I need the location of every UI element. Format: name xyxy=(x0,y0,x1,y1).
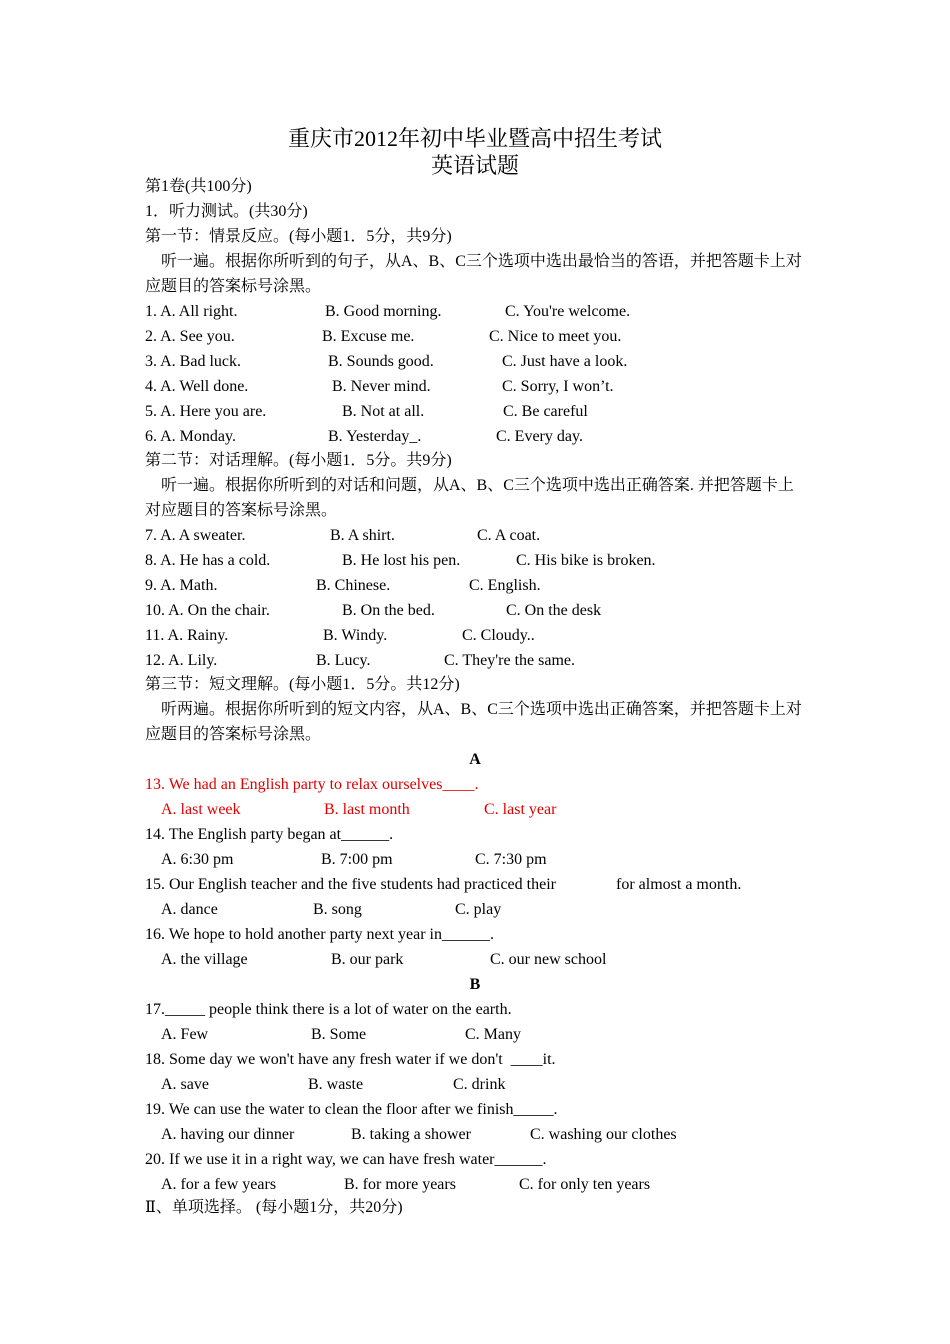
volume-heading: 第1卷(共100分) xyxy=(145,178,252,195)
q1-option-b: B. Good morning. xyxy=(325,303,442,320)
q6-option-c: C. Every day. xyxy=(496,428,583,445)
q16-option-b: B. our park xyxy=(331,951,404,968)
q20-stem: 20. If we use it in a right way, we can have fresh water______. xyxy=(145,1151,547,1168)
part1-heading: 1．听力测试。(共30分) xyxy=(145,203,308,220)
q19-stem: 19. We can use the water to clean the floor after we finish_____. xyxy=(145,1101,558,1118)
q2-option-b: B. Excuse me. xyxy=(322,328,415,345)
section2-heading: 第二节：对话理解。(每小题1．5分。共9分) xyxy=(145,452,452,469)
q16-option-a: A. the village xyxy=(161,951,248,968)
section1-instructions: 听一遍。根据你所听到的句子，从A、B、C三个选项中选出最恰当的答语，并把答题卡上对 xyxy=(161,253,802,270)
q17-option-c: C. Many xyxy=(465,1026,521,1043)
q14-option-b: B. 7:00 pm xyxy=(321,851,393,868)
q5-option-c: C. Be careful xyxy=(503,403,588,420)
q7-option-a: 7. A. A sweater. xyxy=(145,527,246,544)
q4-option-a: 4. A. Well done. xyxy=(145,378,249,395)
q17-option-b: B. Some xyxy=(311,1026,367,1043)
q10-option-a: 10. A. On the chair. xyxy=(145,602,270,619)
q7-option-c: C. A coat. xyxy=(477,527,541,544)
q13-option-b: B. last month xyxy=(324,801,410,818)
q9-option-a: 9. A. Math. xyxy=(145,577,218,594)
q13-option-a: A. last week xyxy=(161,801,241,818)
q19-option-a: A. having our dinner xyxy=(161,1126,295,1143)
q19-option-c: C. washing our clothes xyxy=(530,1126,677,1143)
q18-option-b: B. waste xyxy=(308,1076,364,1093)
q15-stem: 15. Our English teacher and the five students had practiced their xyxy=(145,876,556,893)
q3-option-a: 3. A. Bad luck. xyxy=(145,353,241,370)
q7-option-b: B. A shirt. xyxy=(330,527,395,544)
q5-option-a: 5. A. Here you are. xyxy=(145,403,267,420)
q13-stem: 13. We had an English party to relax ourselves____. xyxy=(145,776,479,793)
q1-option-a: 1. A. All right. xyxy=(145,303,238,320)
q12-option-b: B. Lucy. xyxy=(316,652,371,669)
q9-option-c: C. English. xyxy=(469,577,541,594)
passage-a-heading: A xyxy=(469,751,481,768)
q15-option-b: B. song xyxy=(313,901,362,918)
section1-instructions-cont: 应题目的答案标号涂黑。 xyxy=(145,278,322,295)
q17-stem: 17._____ people think there is a lot of water on the earth. xyxy=(145,1001,512,1018)
exam-subtitle: 英语试题 xyxy=(430,153,519,178)
q8-option-a: 8. A. He has a cold. xyxy=(145,552,271,569)
q1-option-c: C. You're welcome. xyxy=(505,303,631,320)
q3-option-c: C. Just have a look. xyxy=(502,353,628,370)
part2-heading: Ⅱ、单项选择。 (每小题1分，共20分) xyxy=(145,1199,403,1216)
section3-instructions-cont: 应题目的答案标号涂黑。 xyxy=(145,726,322,743)
section2-instructions-cont: 对应题目的答案标号涂黑。 xyxy=(145,502,338,519)
q20-option-a: A. for a few years xyxy=(161,1176,277,1193)
q10-option-b: B. On the bed. xyxy=(342,602,435,619)
q15-option-a: A. dance xyxy=(161,901,218,918)
q19-option-b: B. taking a shower xyxy=(351,1126,471,1143)
q2-option-c: C. Nice to meet you. xyxy=(489,328,622,345)
q14-stem: 14. The English party began at______. xyxy=(145,826,394,843)
q13-option-c: C. last year xyxy=(484,801,557,818)
q11-option-c: C. Cloudy.. xyxy=(462,627,535,644)
q12-option-c: C. They're the same. xyxy=(444,652,575,669)
q8-option-c: C. His bike is broken. xyxy=(516,552,656,569)
q14-option-c: C. 7:30 pm xyxy=(475,851,547,868)
q2-option-a: 2. A. See you. xyxy=(145,328,235,345)
q18-option-a: A. save xyxy=(161,1076,209,1093)
q4-option-b: B. Never mind. xyxy=(332,378,431,395)
q3-option-b: B. Sounds good. xyxy=(328,353,434,370)
section3-instructions: 听两遍。根据你所听到的短文内容，从A、B、C三个选项中选出正确答案，并把答题卡上对 xyxy=(161,701,802,718)
q6-option-b: B. Yesterday_. xyxy=(328,428,422,445)
q18-option-c: C. drink xyxy=(453,1076,506,1093)
q18-stem: 18. Some day we won't have any fresh water if we don't ____it. xyxy=(145,1051,556,1068)
q15-option-c: C. play xyxy=(455,901,502,918)
q17-option-a: A. Few xyxy=(161,1026,209,1043)
exam-title: 重庆市2012年初中毕业暨高中招生考试 xyxy=(287,126,662,151)
q11-option-a: 11. A. Rainy. xyxy=(145,627,229,644)
q16-option-c: C. our new school xyxy=(490,951,607,968)
q6-option-a: 6. A. Monday. xyxy=(145,428,236,445)
q12-option-a: 12. A. Lily. xyxy=(145,652,218,669)
q10-option-c: C. On the desk xyxy=(506,602,602,619)
q9-option-b: B. Chinese. xyxy=(316,577,391,594)
q4-option-c: C. Sorry, I won’t. xyxy=(502,378,614,395)
q11-option-b: B. Windy. xyxy=(323,627,388,644)
q14-option-a: A. 6:30 pm xyxy=(161,851,234,868)
q5-option-b: B. Not at all. xyxy=(342,403,425,420)
passage-b-heading: B xyxy=(469,976,481,993)
section1-heading: 第一节：情景反应。(每小题1．5分，共9分) xyxy=(145,228,452,245)
q20-option-b: B. for more years xyxy=(344,1176,456,1193)
section3-heading: 第三节：短文理解。(每小题1．5分。共12分) xyxy=(145,676,460,693)
q8-option-b: B. He lost his pen. xyxy=(342,552,461,569)
q15-stem-end: for almost a month. xyxy=(616,876,742,893)
q16-stem: 16. We hope to hold another party next year in______. xyxy=(145,926,494,943)
section2-instructions: 听一遍。根据你所听到的对话和问题，从A、B、C三个选项中选出正确答案. 并把答题卡上 xyxy=(161,477,794,494)
q20-option-c: C. for only ten years xyxy=(519,1176,651,1193)
